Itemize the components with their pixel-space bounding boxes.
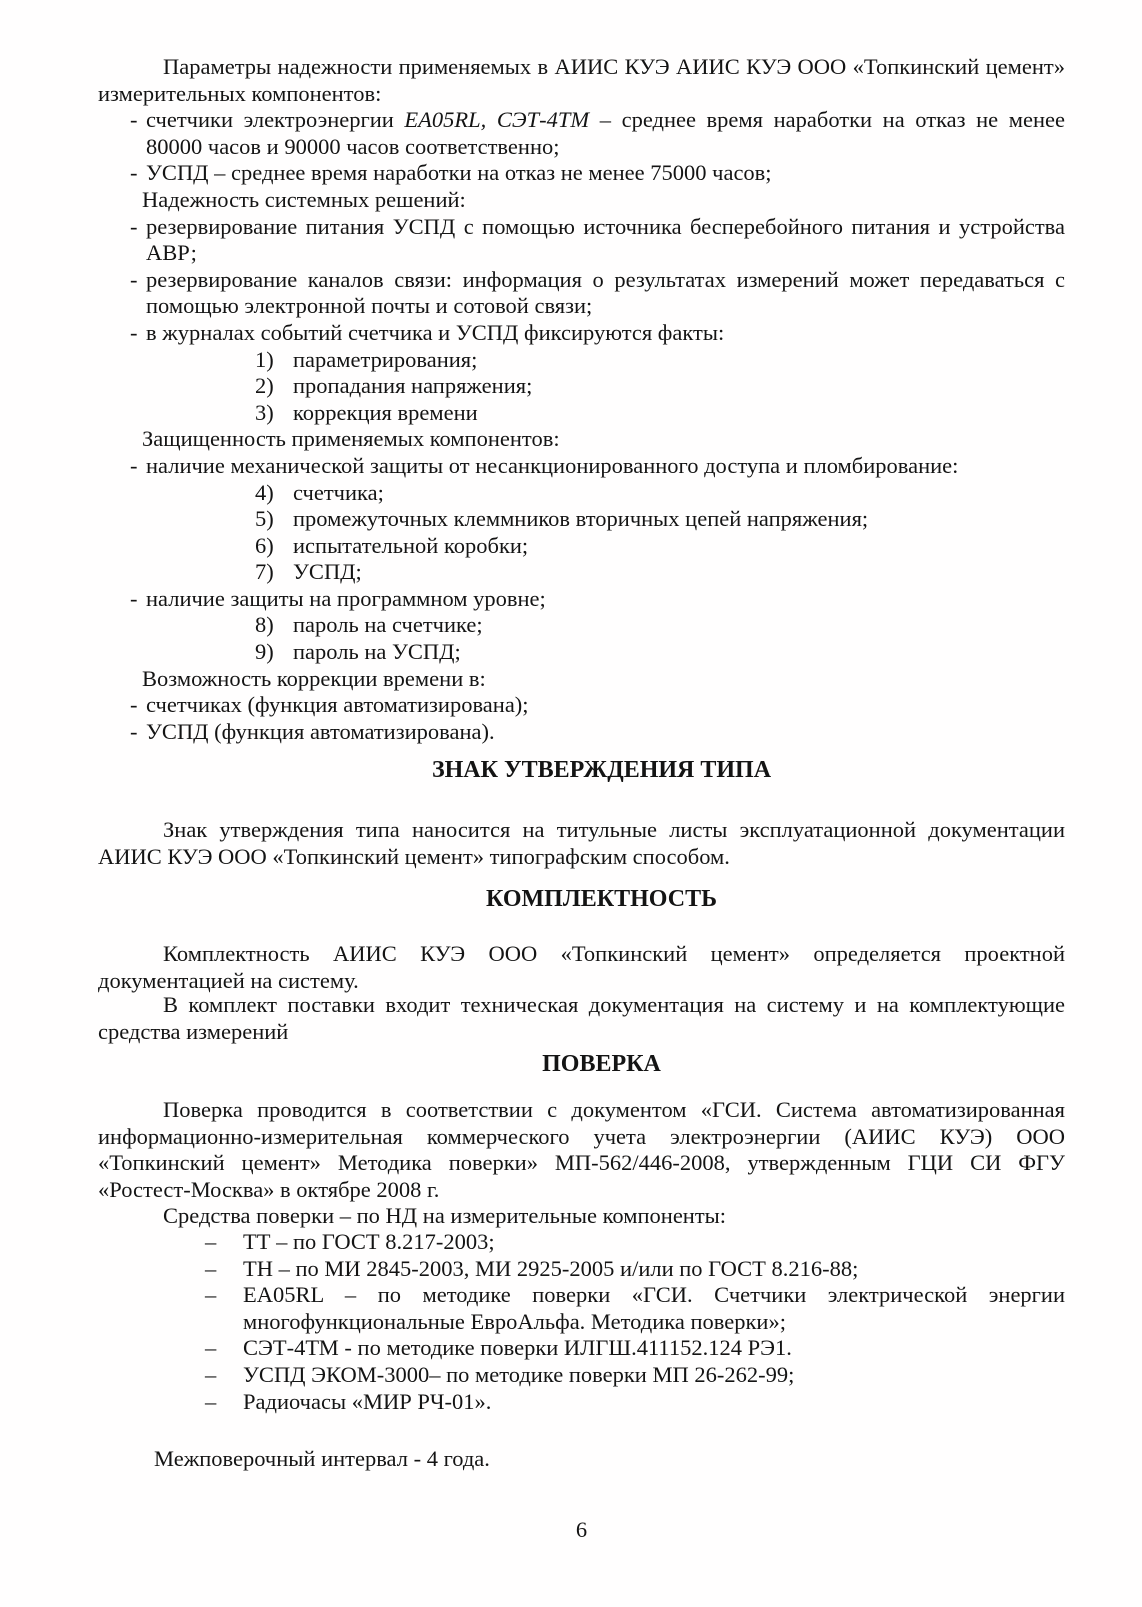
- numbered-item: [98, 347, 1065, 374]
- endash-marker: –: [205, 1229, 217, 1254]
- dash-marker: -: [130, 319, 138, 345]
- numbered-item: [98, 480, 1065, 507]
- verification-tools-list: [98, 1229, 1065, 1415]
- numbered-item: [98, 506, 1065, 533]
- item-text: коррекция времени: [293, 399, 478, 425]
- list-item-text: [146, 107, 1065, 159]
- endash-marker: –: [205, 1255, 217, 1281]
- list-item-power-backup: [98, 214, 1065, 267]
- list-item-text: в журналах событий счетчика и УСПД фиксируются факты:: [146, 319, 725, 345]
- tool-item-text: УСПД ЭКОМ-3000– по методике поверки МП 26-262-99;: [243, 1361, 795, 1387]
- item-number: 1): [255, 346, 274, 372]
- list-item-time-uspd: [98, 719, 1065, 746]
- list-item-text: УСПД (функция автоматизирована).: [146, 718, 495, 744]
- dash-marker: -: [130, 452, 138, 478]
- list-item-text: счетчиках (функция автоматизирована);: [146, 692, 529, 718]
- numbered-item: [98, 559, 1065, 586]
- tool-item-radioclock: [98, 1389, 1065, 1416]
- numbered-item: [98, 612, 1065, 639]
- completeness-paragraph-1-row: [98, 941, 1065, 994]
- endash-marker: –: [205, 1388, 217, 1414]
- tool-item-tn: [98, 1256, 1065, 1283]
- list-item-text: резервирование питания УСПД с помощью источника бесперебойного питания и устройства АВР;: [146, 213, 1065, 266]
- dash-marker: -: [130, 213, 138, 239]
- verification-heading-row: [98, 1051, 1065, 1078]
- endash-marker: –: [205, 1282, 217, 1308]
- tool-item-text: ТН – по МИ 2845-2003, МИ 2925-2005 и/или по ГОСТ 8.216-88;: [243, 1255, 859, 1281]
- system-reliability-subheader: Надежность системных решений:: [142, 186, 466, 212]
- tool-item-uspd-ekom: [98, 1362, 1065, 1389]
- item-number: 9): [255, 639, 274, 665]
- item-number: 7): [255, 559, 274, 585]
- dash-marker: -: [130, 718, 138, 744]
- list-item-uspd: [98, 160, 1065, 187]
- verification-paragraph-row: [98, 1097, 1065, 1203]
- list-item-software-protection: [98, 586, 1065, 613]
- completeness-heading-row: [98, 886, 1065, 913]
- verification-tools-intro: Средства поверки – по НД на измерительные компоненты:: [163, 1203, 727, 1228]
- security-subheader: Защищенность применяемых компонентов:: [142, 426, 560, 452]
- list-item-channel-backup: [98, 267, 1065, 320]
- item-text: промежуточных клеммников вторичных цепей напряжения;: [293, 506, 869, 532]
- item-text: испытательной коробки;: [293, 532, 529, 558]
- item-number: 3): [255, 399, 274, 425]
- item-text: счетчика;: [293, 479, 384, 505]
- item-text: пароль на УСПД;: [293, 639, 461, 665]
- tool-item-text: СЭТ-4ТМ - по методике поверки ИЛГШ.411152.124 РЭ1.: [243, 1335, 792, 1361]
- verification-interval: Межповерочный интервал - 4 года.: [154, 1446, 490, 1471]
- section-heading-type-approval: ЗНАК УТВЕРЖДЕНИЯ ТИПА: [431, 757, 772, 783]
- type-approval-paragraph: Знак утверждения типа наносится на титульные листы эксплуатационной документации АИИС КУЭ ООО «Топкинский цемент» типографским способом.: [98, 817, 1065, 869]
- verification-tools-intro-row: [98, 1203, 1065, 1230]
- reliability-intro: Параметры надежности применяемых в АИИС КУЭ АИИС КУЭ ООО «Топкинский цемент» измерительных компонентов:: [98, 54, 1065, 106]
- list-item-mechanical-protection: [98, 453, 1065, 480]
- completeness-paragraph-2: В комплект поставки входит техническая документация на систему и на комплектующие средства измерений: [98, 992, 1065, 1044]
- tool-item-tt: [98, 1229, 1065, 1256]
- tool-item-text: EA05RL – по методике поверки «ГСИ. Счетчики электрической энергии многофункциональные ЕвроАльфа. Методика поверки»;: [243, 1282, 1065, 1334]
- endash-marker: –: [205, 1335, 217, 1361]
- tool-item-text: Радиочасы «МИР РЧ-01».: [243, 1388, 492, 1414]
- tool-item-text: ТТ – по ГОСТ 8.217-2003;: [243, 1229, 495, 1254]
- endash-marker: –: [205, 1361, 217, 1387]
- list-item-journals: [98, 320, 1065, 347]
- type-approval-heading-row: [98, 757, 1065, 784]
- meter-models-italic: EA05RL, СЭТ-4ТМ: [404, 107, 590, 133]
- dash-marker: -: [130, 585, 138, 611]
- list-item-time-meters: [98, 692, 1065, 719]
- list-item-text: наличие защиты на программном уровне;: [146, 585, 546, 611]
- dash-marker: -: [130, 107, 138, 133]
- dash-marker: -: [130, 160, 138, 186]
- list-item-meters: [98, 107, 1065, 160]
- item-number: 6): [255, 532, 274, 558]
- verification-interval-row: [98, 1446, 1065, 1473]
- meters-text-suffix: – среднее время наработки на отказ не менее 80000 часов и 90000 часов соответственно;: [146, 107, 1065, 159]
- section-heading-completeness: КОМПЛЕКТНОСТЬ: [486, 886, 717, 912]
- numbered-item: [98, 533, 1065, 560]
- meters-text-prefix: счетчики электроэнергии: [146, 107, 405, 133]
- time-correction-subheader: Возможность коррекции времени в:: [142, 665, 486, 691]
- list-item-text: УСПД – среднее время наработки на отказ не менее 75000 часов;: [146, 160, 772, 186]
- item-text: параметрирования;: [293, 346, 478, 372]
- item-text: пропадания напряжения;: [293, 373, 533, 399]
- item-text: УСПД;: [293, 559, 362, 585]
- numbered-item: [98, 639, 1065, 666]
- list-item-text: наличие механической защиты от несанкционированного доступа и пломбирование:: [146, 452, 959, 478]
- numbered-item: [98, 400, 1065, 427]
- dash-marker: -: [130, 692, 138, 718]
- item-number: 5): [255, 506, 274, 532]
- section-heading-verification: ПОВЕРКА: [542, 1051, 661, 1077]
- completeness-paragraph-2-row: [98, 992, 1065, 1045]
- tool-item-set4tm: [98, 1335, 1065, 1362]
- dash-marker: -: [130, 266, 138, 292]
- page-number: 6: [575, 1517, 588, 1542]
- numbered-item: [98, 373, 1065, 400]
- verification-paragraph: Поверка проводится в соответствии с документом «ГСИ. Система автоматизированная информационно-измерительная коммерческого учета электроэнергии (АИИС КУЭ) ООО «Топкинский цемент» Методика поверки» МП-562/446-2008, утвержденным ГЦИ СИ ФГУ «Ростест-Москва» в октябре 2008 г.: [98, 1097, 1065, 1202]
- item-number: 8): [255, 612, 274, 638]
- tool-item-ea05rl: [98, 1282, 1065, 1335]
- item-number: 4): [255, 479, 274, 505]
- type-approval-section: [98, 817, 1065, 870]
- item-number: 2): [255, 373, 274, 399]
- item-text: пароль на счетчике;: [293, 612, 483, 638]
- reliability-section: [98, 54, 1065, 745]
- completeness-paragraph-1: Комплектность АИИС КУЭ ООО «Топкинский цемент» определяется проектной документацией на систему.: [98, 941, 1065, 993]
- list-item-text: резервирование каналов связи: информация о результатах измерений может передаваться с помощью электронной почты и сотовой связи;: [146, 266, 1065, 319]
